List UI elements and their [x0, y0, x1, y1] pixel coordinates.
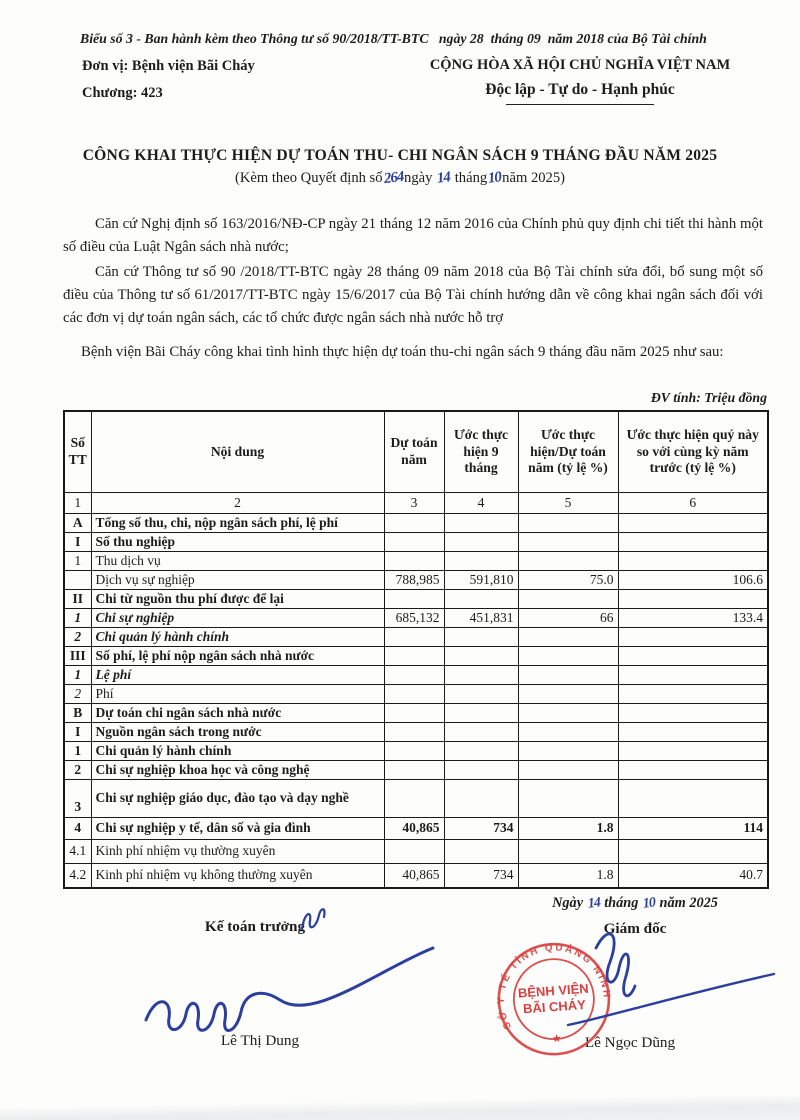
cell-value: [518, 628, 618, 647]
cell-value: 75.0: [518, 571, 618, 590]
subtitle-mid2: tháng: [454, 170, 488, 186]
col-header-ratio-vs-plan: Ước thực hiện/Dự toán năm (tỷ lệ %): [518, 411, 618, 493]
cell-value: [618, 761, 768, 780]
row-stt: II: [64, 590, 91, 609]
row-label: Chi sự nghiệp giáo dục, đào tạo và dạy nghề: [91, 780, 384, 818]
subtitle-suffix: năm 2025): [502, 170, 565, 186]
cell-value: [384, 704, 444, 723]
table-row: [64, 864, 768, 888]
table-row: [64, 818, 768, 840]
row-stt: 2: [64, 761, 91, 780]
cell-value: 734: [444, 818, 518, 840]
cell-value: [444, 840, 518, 864]
cell-value: [384, 514, 444, 533]
table-row: [64, 840, 768, 864]
cell-value: [384, 647, 444, 666]
row-stt: 3: [64, 780, 91, 818]
handwritten-sign-month: 10: [642, 895, 656, 912]
row-label: Dịch vụ sự nghiệp: [91, 571, 384, 590]
cell-value: [618, 704, 768, 723]
cell-value: 133.4: [618, 609, 768, 628]
handwritten-decision-number: 264: [382, 168, 404, 188]
cell-value: 734: [444, 864, 518, 888]
budget-table: [63, 410, 769, 889]
col-header-annual-estimate: Dự toán năm: [384, 411, 444, 493]
cell-value: [518, 742, 618, 761]
national-motto-line2: Độc lập - Tự do - Hạnh phúc: [485, 81, 675, 98]
unit-line: Đơn vị: Bệnh viện Bãi Cháy: [82, 58, 255, 74]
cell-value: 106.6: [618, 571, 768, 590]
table-row: [64, 552, 768, 571]
director-title: Giám đốc: [603, 920, 667, 937]
cell-value: 40.7: [618, 864, 768, 888]
cell-value: [444, 552, 518, 571]
cell-value: [618, 666, 768, 685]
row-stt: 2: [64, 628, 91, 647]
cell-value: [384, 552, 444, 571]
cell-value: [384, 742, 444, 761]
cell-value: [618, 552, 768, 571]
cell-value: [384, 590, 444, 609]
col-number: 4: [444, 493, 518, 514]
cell-value: [444, 666, 518, 685]
row-stt: 4: [64, 818, 91, 840]
cell-value: [518, 761, 618, 780]
cell-value: [444, 533, 518, 552]
cell-value: [518, 647, 618, 666]
unit-of-measure-note: ĐV tính: Triệu đồng: [650, 390, 767, 405]
row-label: Kinh phí nhiệm vụ không thường xuyên: [91, 864, 384, 888]
cell-value: [618, 742, 768, 761]
cell-value: [518, 704, 618, 723]
col-number: 1: [64, 493, 91, 514]
table-row: [64, 647, 768, 666]
cell-value: 1.8: [518, 864, 618, 888]
chapter-line: Chương: 423: [82, 85, 163, 101]
cell-value: [384, 780, 444, 818]
table-row: [64, 514, 768, 533]
table-row: [64, 571, 768, 590]
motto-underline: [506, 104, 654, 105]
table-row: [64, 723, 768, 742]
row-label: Kinh phí nhiệm vụ thường xuyên: [91, 840, 384, 864]
cell-value: 1.8: [518, 818, 618, 840]
cell-value: [518, 780, 618, 818]
col-header-stt: Số TT: [64, 411, 91, 493]
row-stt: 2: [64, 685, 91, 704]
handwritten-sign-day: 14: [586, 895, 601, 912]
col-header-ratio-vs-prior-year: Ước thực hiện quý này so với cùng kỳ năm trước (tỷ lệ %): [618, 411, 768, 493]
cell-value: [618, 590, 768, 609]
col-number: 6: [618, 493, 768, 514]
cell-value: [384, 666, 444, 685]
table-row: [64, 628, 768, 647]
cell-value: [618, 723, 768, 742]
row-label: Số thu nghiệp: [91, 533, 384, 552]
row-label: Chi sự nghiệp y tế, dân số và gia đình: [91, 818, 384, 840]
row-stt: I: [64, 723, 91, 742]
circular-reference-line: Biểu số 3 - Ban hành kèm theo Thông tư số 90/2018/TT-BTC ngày 28 tháng 09 năm 2018 của Bộ Tài chính: [80, 31, 707, 46]
cell-value: 451,831: [444, 609, 518, 628]
row-label: Nguồn ngân sách trong nước: [91, 723, 384, 742]
table-row: [64, 609, 768, 628]
cell-value: [518, 533, 618, 552]
table-row: [64, 761, 768, 780]
cell-value: [518, 552, 618, 571]
page-title: CÔNG KHAI THỰC HIỆN DỰ TOÁN THU- CHI NGÂN SÁCH 9 THÁNG ĐẦU NĂM 2025: [82, 147, 718, 164]
cell-value: [444, 590, 518, 609]
table-row: [64, 780, 768, 818]
stamp-center-line1: BỆNH VIỆN: [517, 980, 590, 1001]
table-body: [64, 514, 768, 888]
cell-value: [518, 514, 618, 533]
row-stt: 1: [64, 742, 91, 761]
cell-value: 685,132: [384, 609, 444, 628]
row-stt: B: [64, 704, 91, 723]
row-label: Tổng số thu, chi, nộp ngân sách phí, lệ phí: [91, 514, 384, 533]
cell-value: [518, 840, 618, 864]
col-header-content: Nội dung: [91, 411, 384, 493]
row-stt: 1: [64, 552, 91, 571]
cell-value: [444, 742, 518, 761]
row-label: Lệ phí: [91, 666, 384, 685]
paragraph-decree: Căn cứ Nghị định số 163/2016/NĐ-CP ngày 21 tháng 12 năm 2016 của Chính phủ quy định chi tiết thi hành một số điều của Luật Ngân sách nhà nước;: [63, 216, 763, 255]
handwritten-month: 10: [487, 169, 503, 187]
table-row: [64, 742, 768, 761]
cell-value: [444, 704, 518, 723]
handwritten-day: 14: [436, 169, 451, 187]
row-label: Chi quản lý hành chính: [91, 742, 384, 761]
table-row: [64, 533, 768, 552]
table-row: [64, 704, 768, 723]
row-label: Số phí, lệ phí nộp ngân sách nhà nước: [91, 647, 384, 666]
cell-value: [444, 685, 518, 704]
cell-value: 114: [618, 818, 768, 840]
cell-value: [444, 647, 518, 666]
col-number: 3: [384, 493, 444, 514]
cell-value: [518, 685, 618, 704]
cell-value: 66: [518, 609, 618, 628]
cell-value: [618, 514, 768, 533]
stamp-ring-text: SỞ Y TẾ TỈNH QUẢNG NINH: [495, 942, 613, 1031]
subtitle-prefix: (Kèm theo Quyết định số: [235, 170, 383, 186]
cell-value: [518, 723, 618, 742]
date-mid: tháng: [604, 895, 639, 911]
cell-value: [444, 780, 518, 818]
cell-value: 40,865: [384, 818, 444, 840]
row-label: Dự toán chi ngân sách nhà nước: [91, 704, 384, 723]
cell-value: [618, 780, 768, 818]
cell-value: [444, 761, 518, 780]
chief-accountant-title: Kế toán trưởng: [204, 918, 306, 935]
stamp-center-line2: BÃI CHÁY: [522, 996, 587, 1017]
hospital-stamp: [484, 931, 629, 1070]
row-label: Thu dịch vụ: [91, 552, 384, 571]
cell-value: 788,985: [384, 571, 444, 590]
cell-value: [444, 514, 518, 533]
signature-date-line: [500, 895, 770, 912]
subtitle-mid1: ngày: [404, 170, 433, 186]
col-number: 2: [91, 493, 384, 514]
row-stt: [64, 571, 91, 590]
chief-accountant-name: Lê Thị Dung: [220, 1032, 300, 1049]
cell-value: 591,810: [444, 571, 518, 590]
paragraph-disclosure: Bệnh viện Bãi Cháy công khai tình hình thực hiện dự toán thu-chi ngân sách 9 tháng đầu năm 2025 như sau:: [81, 344, 724, 360]
cell-value: [444, 723, 518, 742]
cell-value: [518, 666, 618, 685]
column-number-row: [64, 493, 768, 514]
date-suffix: năm 2025: [659, 895, 718, 911]
cell-value: [384, 685, 444, 704]
cell-value: [618, 685, 768, 704]
paragraph-circular: Căn cứ Thông tư số 90 /2018/TT-BTC ngày 28 tháng 09 năm 2018 của Bộ Tài chính sửa đổi, bổ sung một số điều của Thông tư số 61/2017/TT-BTC ngày 15/6/2017 của Bộ Tài chính hướng dẫn về công khai ngân sách đối với các đơn vị dự toán ngân sách, các tổ chức được ngân sách nhà nước hỗ trợ: [63, 264, 763, 326]
scan-edge-shadow: [0, 1096, 800, 1120]
table-row: [64, 685, 768, 704]
row-label: Phí: [91, 685, 384, 704]
row-label: Chi sự nghiệp: [91, 609, 384, 628]
table-header-row: [64, 411, 768, 493]
page-subtitle: [40, 170, 760, 187]
row-label: Chi quản lý hành chính: [91, 628, 384, 647]
director-name: Lê Ngọc Dũng: [584, 1034, 676, 1051]
cell-value: [618, 533, 768, 552]
national-motto-line1: CỘNG HÒA XÃ HỘI CHỦ NGHĨA VIỆT NAM: [429, 57, 731, 73]
row-label: Chi từ nguồn thu phí được để lại: [91, 590, 384, 609]
col-number: 5: [518, 493, 618, 514]
row-stt: 4.2: [64, 864, 91, 888]
cell-value: [384, 533, 444, 552]
cell-value: [384, 761, 444, 780]
stamp-star: ★: [551, 1032, 562, 1046]
table-row: [64, 666, 768, 685]
cell-value: [384, 840, 444, 864]
row-stt: 1: [64, 666, 91, 685]
row-stt: 1: [64, 609, 91, 628]
table-row: [64, 590, 768, 609]
row-stt: A: [64, 514, 91, 533]
col-header-9month-actual: Ước thực hiện 9 tháng: [444, 411, 518, 493]
cell-value: [384, 723, 444, 742]
cell-value: 40,865: [384, 864, 444, 888]
row-stt: I: [64, 533, 91, 552]
cell-value: [384, 628, 444, 647]
row-label: Chi sự nghiệp khoa học và công nghệ: [91, 761, 384, 780]
cell-value: [618, 647, 768, 666]
cell-value: [618, 840, 768, 864]
row-stt: 4.1: [64, 840, 91, 864]
cell-value: [618, 628, 768, 647]
row-stt: III: [64, 647, 91, 666]
date-prefix: Ngày: [552, 895, 584, 911]
cell-value: [444, 628, 518, 647]
cell-value: [518, 590, 618, 609]
